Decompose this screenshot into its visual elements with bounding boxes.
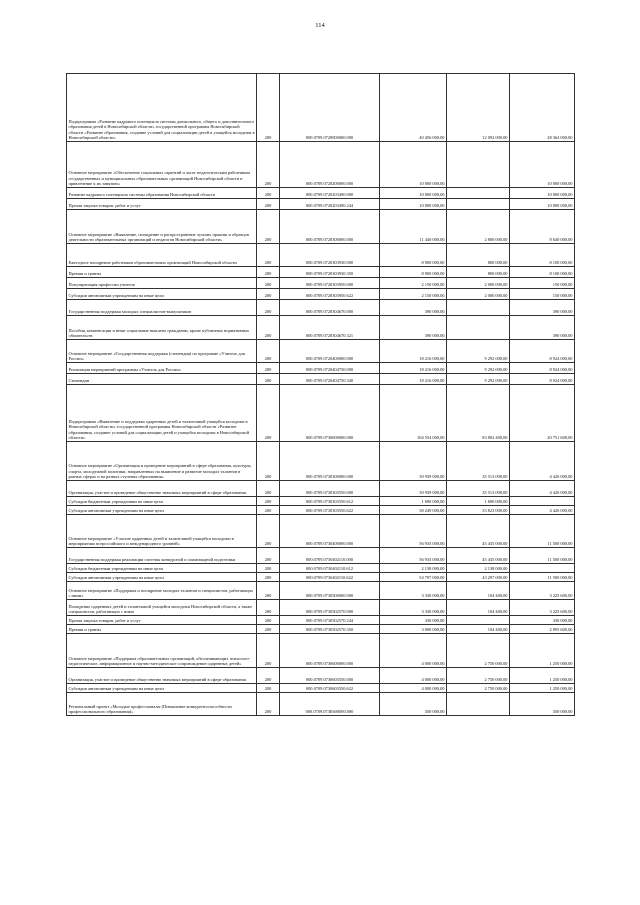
row-total-amount-cell: 4 000 000,00 [380, 634, 447, 668]
row-classification-code-cell: 000.0709.0720000000.000 [280, 74, 380, 142]
row-classification-code-cell: 000.0709.0720303930.000 [280, 244, 380, 267]
row-classification-code-cell: 000.0709.0730402110.000 [280, 548, 380, 564]
row-regional-amount-cell: 8 100 000,00 [510, 244, 575, 267]
budget-table-body [67, 74, 575, 716]
row-total-amount-cell: 18 216 000,00 [380, 374, 447, 385]
table-row [67, 142, 575, 188]
row-classification-code-cell: 000.0709.0720200000.000 [280, 142, 380, 188]
row-total-amount-cell: 54 797 000,00 [380, 573, 447, 582]
row-code-cell: 200 [257, 363, 280, 374]
row-federal-amount-cell: 12 092 000,00 [447, 74, 510, 142]
row-federal-amount-cell: 9 292 000,00 [447, 340, 510, 363]
row-federal-amount-cell: 2 138 000,00 [447, 564, 510, 573]
row-name-cell: Организация, участие и проведение общественно значимых мероприятий в сфере образования [67, 668, 257, 684]
table-row [67, 74, 575, 142]
row-classification-code-cell: 000.0709.0720404750.340 [280, 374, 380, 385]
row-code-cell: 200 [257, 506, 280, 515]
row-federal-amount-cell [447, 316, 510, 340]
row-regional-amount-cell [510, 564, 575, 573]
row-federal-amount-cell: 2 750 000,00 [447, 684, 510, 693]
row-regional-amount-cell: 330 000,00 [510, 616, 575, 625]
row-federal-amount-cell: 9 292 000,00 [447, 363, 510, 374]
row-total-amount-cell: 4 000 000,00 [380, 668, 447, 684]
table-row [67, 289, 575, 300]
row-classification-code-cell: 000.0709.0720303930.350 [280, 267, 380, 278]
row-name-cell: Развитие кадрового потенциала системы образования Новосибирской области [67, 188, 257, 199]
row-classification-code-cell: 000.0709.0730502570.350 [280, 625, 380, 634]
row-code-cell: 200 [257, 625, 280, 634]
row-regional-amount-cell: 11 500 000,00 [510, 573, 575, 582]
row-name-cell: Государственная поддержка реализации системы конкурсной и олимпиадной подготовки [67, 548, 257, 564]
table-row [67, 300, 575, 316]
row-code-cell: 200 [257, 267, 280, 278]
row-code-cell: 200 [257, 142, 280, 188]
row-regional-amount-cell: 3 225 600,00 [510, 582, 575, 600]
row-regional-amount-cell: 28 364 000,00 [510, 74, 575, 142]
row-classification-code-cell: 000.0709.0730303550.612 [280, 497, 380, 506]
row-federal-amount-cell: 83 802 400,00 [447, 385, 510, 442]
row-name-cell: Основное мероприятие «Обеспечение социальных гарантий и льгот педагогическим работникам государственных и муниципальных образовательных организаций Новосибирской области и привлечение к их занятию» [67, 142, 257, 188]
row-regional-amount-cell: 11 500 000,00 [510, 548, 575, 564]
row-regional-amount-cell: 4 426 000,00 [510, 442, 575, 481]
row-total-amount-cell: 10 800 000,00 [380, 188, 447, 199]
table-row [67, 693, 575, 716]
row-name-cell: Популяризация профессии учителя [67, 278, 257, 289]
row-total-amount-cell: 39 939 000,00 [380, 442, 447, 481]
row-code-cell: 200 [257, 693, 280, 716]
row-federal-amount-cell [447, 142, 510, 188]
row-code-cell: 200 [257, 582, 280, 600]
page-number: 114 [315, 22, 325, 29]
row-code-cell: 200 [257, 616, 280, 625]
row-name-cell: Прочая закупка товаров, работ и услуг [67, 616, 257, 625]
row-regional-amount-cell: 390 000,00 [510, 316, 575, 340]
row-federal-amount-cell: 45 435 000,00 [447, 515, 510, 548]
row-total-amount-cell: 390 000,00 [380, 300, 447, 316]
row-classification-code-cell: 000.0709.0720404750.000 [280, 363, 380, 374]
row-code-cell: 200 [257, 385, 280, 442]
row-classification-code-cell: 000.0709.0720300000.000 [280, 210, 380, 244]
row-code-cell: 200 [257, 289, 280, 300]
row-name-cell: Премии и гранты [67, 625, 257, 634]
row-code-cell: 200 [257, 684, 280, 693]
row-name-cell: Основное мероприятие «Организация и проведение мероприятий в сфере образования, культуры, спорта, молодежной политики, направленных на выявление и развитие молодых талантов в разных сферах и на разных ступенях образования» [67, 442, 257, 481]
row-regional-amount-cell: 1 250 000,00 [510, 668, 575, 684]
row-federal-amount-cell: 45 435 000,00 [447, 548, 510, 564]
row-classification-code-cell: 000.0709.0730402110.612 [280, 564, 380, 573]
row-name-cell: Стипендии [67, 374, 257, 385]
row-federal-amount-cell [447, 616, 510, 625]
row-code-cell: 200 [257, 442, 280, 481]
row-name-cell: Подпрограмма «Развитие кадрового потенциала системы дошкольного, общего и дополнительного образования детей в Новосибирской области» государственной программы Новосибирской области «Развитие образования, создание условий для социализации детей и учащейся молодежи в Новосибирской области» [67, 74, 257, 142]
row-total-amount-cell: 11 440 000,00 [380, 210, 447, 244]
row-name-cell: Субсидии бюджетным учреждениям на иные цели [67, 564, 257, 573]
row-federal-amount-cell: 800 000,00 [447, 244, 510, 267]
table-row [67, 210, 575, 244]
row-classification-code-cell: 000.0709.073E600000.000 [280, 693, 380, 716]
row-code-cell: 200 [257, 300, 280, 316]
row-federal-amount-cell: 2 800 000,00 [447, 210, 510, 244]
row-regional-amount-cell: 150 000,00 [510, 289, 575, 300]
row-regional-amount-cell: 8 640 000,00 [510, 210, 575, 244]
row-classification-code-cell: 000.0709.0730603550.000 [280, 668, 380, 684]
row-name-cell: Субсидии бюджетным учреждениям на иные цели [67, 497, 257, 506]
row-classification-code-cell: 000.0709.0720303950.000 [280, 278, 380, 289]
row-name-cell: Основное мероприятие «Поддержка и поощрение молодых талантов и специалистов, работающих с ними» [67, 582, 257, 600]
budget-table [66, 73, 575, 716]
row-name-cell: Субсидии автономным учреждениям на иные цели [67, 573, 257, 582]
row-classification-code-cell: 000.0709.0730400000.000 [280, 515, 380, 548]
row-total-amount-cell: 39 939 000,00 [380, 481, 447, 497]
row-name-cell: Основное мероприятие «Выявление, поощрение и распространение лучших практик и образцов деятельности образовательных организаций и педагогов Новосибирской области» [67, 210, 257, 244]
row-classification-code-cell: 000.0709.0730600000.000 [280, 634, 380, 668]
row-total-amount-cell: 1 690 000,00 [380, 497, 447, 506]
row-regional-amount-cell: 8 100 000,00 [510, 267, 575, 278]
row-name-cell: Организация, участие и проведение общественно значимых мероприятий в сфере образования [67, 481, 257, 497]
row-total-amount-cell: 3 000 000,00 [380, 625, 447, 634]
row-name-cell: Субсидии автономным учреждениям на иные цели [67, 289, 257, 300]
table-row [67, 244, 575, 267]
table-row [67, 548, 575, 564]
row-classification-code-cell: 000.0709.0730303550.622 [280, 506, 380, 515]
row-name-cell: Ежегодное поощрение работников образовательных организаций Новосибирской области [67, 244, 257, 267]
row-total-amount-cell: 330 000,00 [380, 616, 447, 625]
row-name-cell: Поощрение одаренных детей и талантливой учащейся молодежи Новосибирской области, а также специалистов, работающих с ними [67, 600, 257, 616]
row-total-amount-cell: 350 000,00 [380, 693, 447, 716]
row-name-cell: Государственная поддержка молодых специалистов-выпускников [67, 300, 257, 316]
row-classification-code-cell: 000.0709.0720304670.000 [280, 300, 380, 316]
table-row [67, 340, 575, 363]
row-name-cell: Реализация мероприятий программы «Учитель для России» [67, 363, 257, 374]
table-row [67, 316, 575, 340]
row-total-amount-cell: 3 330 000,00 [380, 600, 447, 616]
row-code-cell: 200 [257, 340, 280, 363]
table-row [67, 442, 575, 481]
row-federal-amount-cell: 43 297 000,00 [447, 573, 510, 582]
row-total-amount-cell: 8 900 000,00 [380, 267, 447, 278]
table-row [67, 363, 575, 374]
row-classification-code-cell: 000.0709.0720203490.244 [280, 199, 380, 210]
row-regional-amount-cell: 8 924 000,00 [510, 363, 575, 374]
row-federal-amount-cell: 2 000 000,00 [447, 278, 510, 289]
row-federal-amount-cell: 800 000,00 [447, 267, 510, 278]
row-code-cell: 200 [257, 199, 280, 210]
row-regional-amount-cell: 11 500 000,00 [510, 515, 575, 548]
table-row [67, 199, 575, 210]
row-regional-amount-cell: 390 000,00 [510, 300, 575, 316]
table-row [67, 385, 575, 442]
table-row [67, 497, 575, 506]
row-total-amount-cell: 104 554 000,00 [380, 385, 447, 442]
row-total-amount-cell: 390 000,00 [380, 316, 447, 340]
table-row [67, 582, 575, 600]
row-classification-code-cell: 000.0709.0730603550.622 [280, 684, 380, 693]
row-code-cell: 200 [257, 481, 280, 497]
row-total-amount-cell: 2 150 000,00 [380, 278, 447, 289]
row-total-amount-cell: 10 800 000,00 [380, 142, 447, 188]
row-federal-amount-cell [447, 199, 510, 210]
table-row [67, 506, 575, 515]
table-row [67, 515, 575, 548]
row-code-cell: 200 [257, 600, 280, 616]
row-total-amount-cell: 18 216 000,00 [380, 363, 447, 374]
row-federal-amount-cell: 104 400,00 [447, 625, 510, 634]
table-row [67, 374, 575, 385]
row-regional-amount-cell: 10 800 000,00 [510, 142, 575, 188]
row-code-cell: 200 [257, 668, 280, 684]
table-row [67, 625, 575, 634]
row-federal-amount-cell: 2 750 000,00 [447, 634, 510, 668]
row-federal-amount-cell [447, 188, 510, 199]
table-row [67, 573, 575, 582]
row-federal-amount-cell: 35 513 000,00 [447, 481, 510, 497]
row-total-amount-cell: 2 150 000,00 [380, 289, 447, 300]
row-total-amount-cell: 56 935 000,00 [380, 548, 447, 564]
row-regional-amount-cell: 8 924 000,00 [510, 374, 575, 385]
row-code-cell: 200 [257, 548, 280, 564]
row-federal-amount-cell [447, 300, 510, 316]
row-total-amount-cell: 18 216 000,00 [380, 340, 447, 363]
row-regional-amount-cell: 1 250 000,00 [510, 634, 575, 668]
row-name-cell: Основное мероприятие «Поддержка образовательных организаций, обеспечивающих психолого-педагогическое, информационное и научно-методическое сопровождение одаренных детей» [67, 634, 257, 668]
row-code-cell: 200 [257, 564, 280, 573]
row-total-amount-cell: 38 249 000,00 [380, 506, 447, 515]
row-total-amount-cell: 2 138 000,00 [380, 564, 447, 573]
row-total-amount-cell: 3 330 000,00 [380, 582, 447, 600]
row-classification-code-cell: 000.0709.0720303950.622 [280, 289, 380, 300]
table-row [67, 481, 575, 497]
table-row [67, 634, 575, 668]
row-code-cell: 200 [257, 515, 280, 548]
table-row [67, 188, 575, 199]
row-code-cell: 200 [257, 634, 280, 668]
row-code-cell: 200 [257, 188, 280, 199]
table-row [67, 684, 575, 693]
row-classification-code-cell: 000.0709.0720203490.000 [280, 188, 380, 199]
row-federal-amount-cell [447, 693, 510, 716]
row-name-cell: Премии и гранты [67, 267, 257, 278]
row-name-cell: Основное мероприятие «Государственная поддержка (стипендия) по программе «Учитель для России» [67, 340, 257, 363]
row-federal-amount-cell: 9 292 000,00 [447, 374, 510, 385]
row-code-cell: 200 [257, 316, 280, 340]
row-total-amount-cell: 4 000 000,00 [380, 684, 447, 693]
row-code-cell: 200 [257, 278, 280, 289]
row-code-cell: 200 [257, 74, 280, 142]
row-name-cell: Субсидии автономным учреждениям на иные цели [67, 506, 257, 515]
table-row [67, 278, 575, 289]
row-regional-amount-cell: 8 924 000,00 [510, 340, 575, 363]
row-regional-amount-cell: 10 800 000,00 [510, 199, 575, 210]
row-regional-amount-cell: 350 000,00 [510, 693, 575, 716]
row-name-cell: Основное мероприятие «Участие одаренных детей и талантливой учащейся молодежи в мероприятиях всероссийского и международного уровней» [67, 515, 257, 548]
row-total-amount-cell: 56 935 000,00 [380, 515, 447, 548]
row-total-amount-cell: 10 800 000,00 [380, 199, 447, 210]
table-row [67, 616, 575, 625]
row-federal-amount-cell: 2 000 000,00 [447, 289, 510, 300]
row-name-cell: Прочая закупка товаров, работ и услуг [67, 199, 257, 210]
row-classification-code-cell: 000.0709.0720304670.321 [280, 316, 380, 340]
table-row [67, 564, 575, 573]
row-regional-amount-cell: 10 800 000,00 [510, 188, 575, 199]
row-classification-code-cell: 000.0709.0730500000.000 [280, 582, 380, 600]
row-federal-amount-cell: 104 400,00 [447, 582, 510, 600]
table-row [67, 267, 575, 278]
row-name-cell: Региональный проект «Молодые профессионалы (Повышение конкурентоспособности профессионального образования)» [67, 693, 257, 716]
row-regional-amount-cell: 4 426 000,00 [510, 506, 575, 515]
row-total-amount-cell: 40 456 000,00 [380, 74, 447, 142]
row-code-cell: 200 [257, 573, 280, 582]
row-code-cell: 200 [257, 497, 280, 506]
row-code-cell: 200 [257, 244, 280, 267]
row-regional-amount-cell: 3 225 600,00 [510, 600, 575, 616]
row-federal-amount-cell: 104 400,00 [447, 600, 510, 616]
row-federal-amount-cell: 35 513 000,00 [447, 442, 510, 481]
row-name-cell: Подпрограмма «Выявление и поддержка одаренных детей и талантливой учащейся молодежи в Новосибирской области» государственной программы Новосибирской области «Развитие образования, создание условий для социализации детей и учащейся молодежи в Новосибирской области» [67, 385, 257, 442]
table-row [67, 600, 575, 616]
row-classification-code-cell: 000.0709.0730000000.000 [280, 385, 380, 442]
row-regional-amount-cell: 4 426 000,00 [510, 481, 575, 497]
row-regional-amount-cell: 20 751 600,00 [510, 385, 575, 442]
table-row [67, 668, 575, 684]
row-classification-code-cell: 000.0709.0730502570.000 [280, 600, 380, 616]
row-regional-amount-cell [510, 497, 575, 506]
row-federal-amount-cell: 2 750 000,00 [447, 668, 510, 684]
row-classification-code-cell: 000.0709.0730300000.000 [280, 442, 380, 481]
row-classification-code-cell: 000.0709.0720400000.000 [280, 340, 380, 363]
row-code-cell: 200 [257, 374, 280, 385]
row-name-cell: Пособия, компенсации и иные социальные выплаты гражданам, кроме публичных нормативных обязательств [67, 316, 257, 340]
row-classification-code-cell: 000.0709.0730303550.000 [280, 481, 380, 497]
row-regional-amount-cell: 150 000,00 [510, 278, 575, 289]
row-federal-amount-cell: 33 823 000,00 [447, 506, 510, 515]
row-classification-code-cell: 000.0709.0730402110.622 [280, 573, 380, 582]
row-code-cell: 200 [257, 210, 280, 244]
row-regional-amount-cell: 2 895 600,00 [510, 625, 575, 634]
row-federal-amount-cell: 1 690 000,00 [447, 497, 510, 506]
row-regional-amount-cell: 1 250 000,00 [510, 684, 575, 693]
row-total-amount-cell: 8 900 000,00 [380, 244, 447, 267]
row-name-cell: Субсидии автономным учреждениям на иные цели [67, 684, 257, 693]
row-classification-code-cell: 000.0709.0730502570.244 [280, 616, 380, 625]
